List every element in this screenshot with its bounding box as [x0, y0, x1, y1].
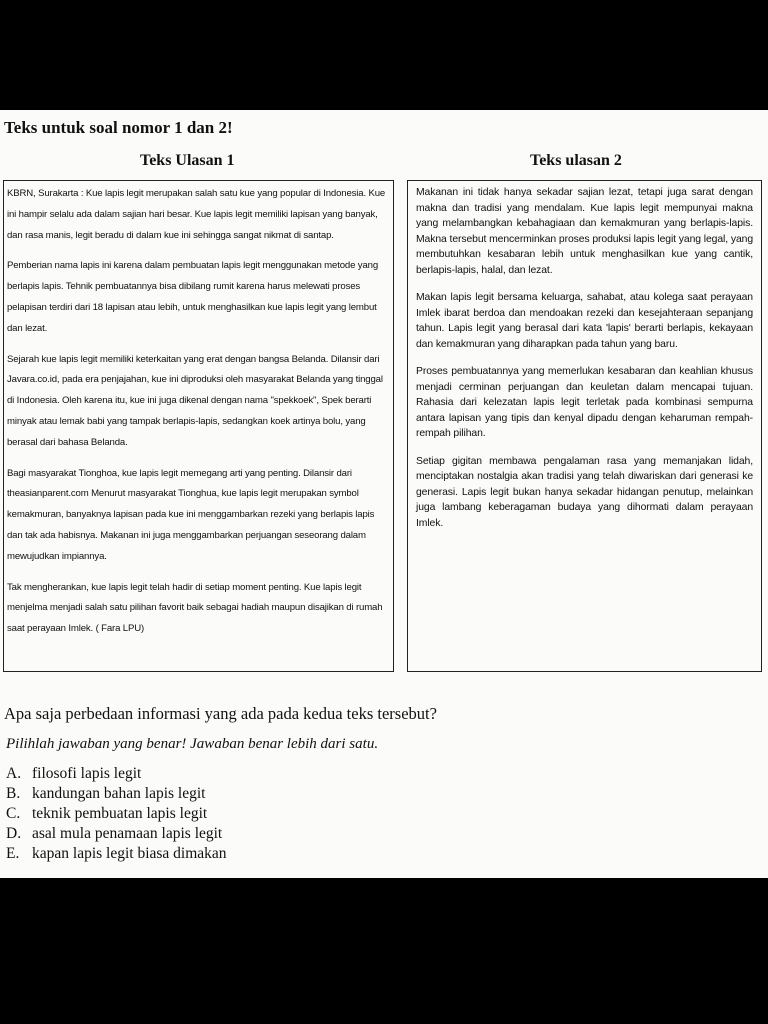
option-text: filosofi lapis legit — [32, 765, 142, 782]
option-text: kandungan bahan lapis legit — [32, 785, 206, 802]
option-letter: B. — [6, 785, 21, 802]
text1-paragraph: Sejarah kue lapis legit memiliki keterkaitan yang erat dengan bangsa Belanda. Dilansir dari Javara.co.id, pada era penjajahan, kue ini diproduksi oleh masyarakat Belanda yang tinggal di Indonesia. Oleh karena itu, kue ini juga dikenal dengan nama "spekkoek", Spek berarti minyak atau lemak babi yang tampak berlapis-lapis, sedangkan koek artinya bolu, yang berasal dari bahasa Belanda. — [7, 353, 383, 448]
option-text: teknik pembuatan lapis legit — [32, 805, 208, 822]
option-text: kapan lapis legit biasa dimakan — [32, 845, 227, 862]
option-letter: E. — [6, 845, 20, 862]
text2-box — [407, 180, 762, 672]
option-b[interactable] — [6, 784, 227, 804]
option-d[interactable] — [6, 824, 227, 844]
option-a[interactable] — [6, 764, 227, 784]
heading: Teks untuk soal nomor 1 dan 2! — [4, 118, 233, 137]
answer-options — [6, 764, 227, 864]
question-text: Apa saja perbedaan informasi yang ada pada kedua teks tersebut? — [4, 704, 437, 723]
text1-title: Teks Ulasan 1 — [140, 152, 235, 169]
option-e[interactable] — [6, 844, 227, 864]
text1-paragraph: Bagi masyarakat Tionghoa, kue lapis legit memegang arti yang penting. Dilansir dari theasianparent.com Menurut masyarakat Tionghua, kue lapis legit merupakan symbol kemakmuran, banyaknya lapisan pada kue ini menggambarkan rezeki yang berlapis lapis dan tak ada habisnya. Makanan ini juga menggambarkan perjuangan seseorang dalam mewujudkan impiannya. — [7, 467, 375, 562]
document-page — [0, 110, 768, 878]
option-letter: C. — [6, 805, 21, 822]
text2-title: Teks ulasan 2 — [530, 152, 622, 169]
option-letter: A. — [6, 765, 22, 782]
text1-paragraph: Tak mengherankan, kue lapis legit telah hadir di setiap moment penting. Kue lapis legit menjelma menjadi salah satu pilihan favorit baik sebagai hadiah maupun disajikan di rumah saat perayaan Imlek. ( Fara LPU) — [7, 581, 383, 635]
option-c[interactable] — [6, 804, 227, 824]
instruction-text: Pilihlah jawaban yang benar! Jawaban benar lebih dari satu. — [6, 736, 379, 752]
text1-paragraph: KBRN, Surakarta : Kue lapis legit merupakan salah satu kue yang popular di Indonesia. Kue ini hampir selalu ada dalam sajian hari besar. Kue lapis legit memiliki lapisan yang banyak, dan rasa manis, legit beradu di dalam kue ini sehingga sangat nikmat di santap. — [7, 188, 386, 241]
text2-paragraph: Makanan ini tidak hanya sekadar sajian lezat, tetapi juga sarat dengan makna dan tradisi yang mendalam. Kue lapis legit mempunyai makna yang melambangkan kebahagiaan dan kemakmuran yang berlapis-lapis. Makna tersebut mencerminkan proses produksi lapis legit yang legal, yang membutuhkan kesabaran lebih untuk menghasilkan kue yang cantik, berlapis-lapis, halal, dan lezat. — [416, 187, 753, 276]
text1-paragraph: Pemberian nama lapis ini karena dalam pembuatan lapis legit menggunakan metode yang berlapis lapis. Tehnik pembuatannya bisa dibilang rumit karena harus melewati proses pelapisan terdiri dari 18 lapisan atau lebih, untuk menghasilkan kue lapis legit yang lembut dan lezat. — [7, 260, 379, 334]
option-letter: D. — [6, 825, 22, 842]
text1-box — [3, 180, 394, 672]
text2-paragraph: Setiap gigitan membawa pengalaman rasa yang memanjakan lidah, menciptakan nostalgia akan tradisi yang telah diwariskan dari generasi ke generasi. Lapis legit bukan hanya sekadar hidangan penutup, melainkan juga lambang keberagaman budaya yang dihormati dalam perayaan Imlek. — [416, 455, 753, 529]
option-text: asal mula penamaan lapis legit — [32, 825, 223, 842]
text2-paragraph: Makan lapis legit bersama keluarga, sahabat, atau kolega saat perayaan Imlek ibarat berdoa dan mendoakan rezeki dan kesejahteraan sepanjang tahun. Lapis legit yang berasal dari kata 'lapis' berarti berlapis, kekayaan dan kemakmuran yang diharapkan pada tahun yang baru. — [416, 292, 753, 350]
text2-paragraph: Proses pembuatannya yang memerlukan kesabaran dan keahlian khusus menjadi cerminan perjuangan dan keuletan dalam mencapai tujuan. Rahasia dari kelezatan lapis legit terletak pada kombinasi sempurna antara lapisan yang tipis dan kenyal dipadu dengan keharuman rempah-rempah pilihan. — [416, 366, 753, 439]
